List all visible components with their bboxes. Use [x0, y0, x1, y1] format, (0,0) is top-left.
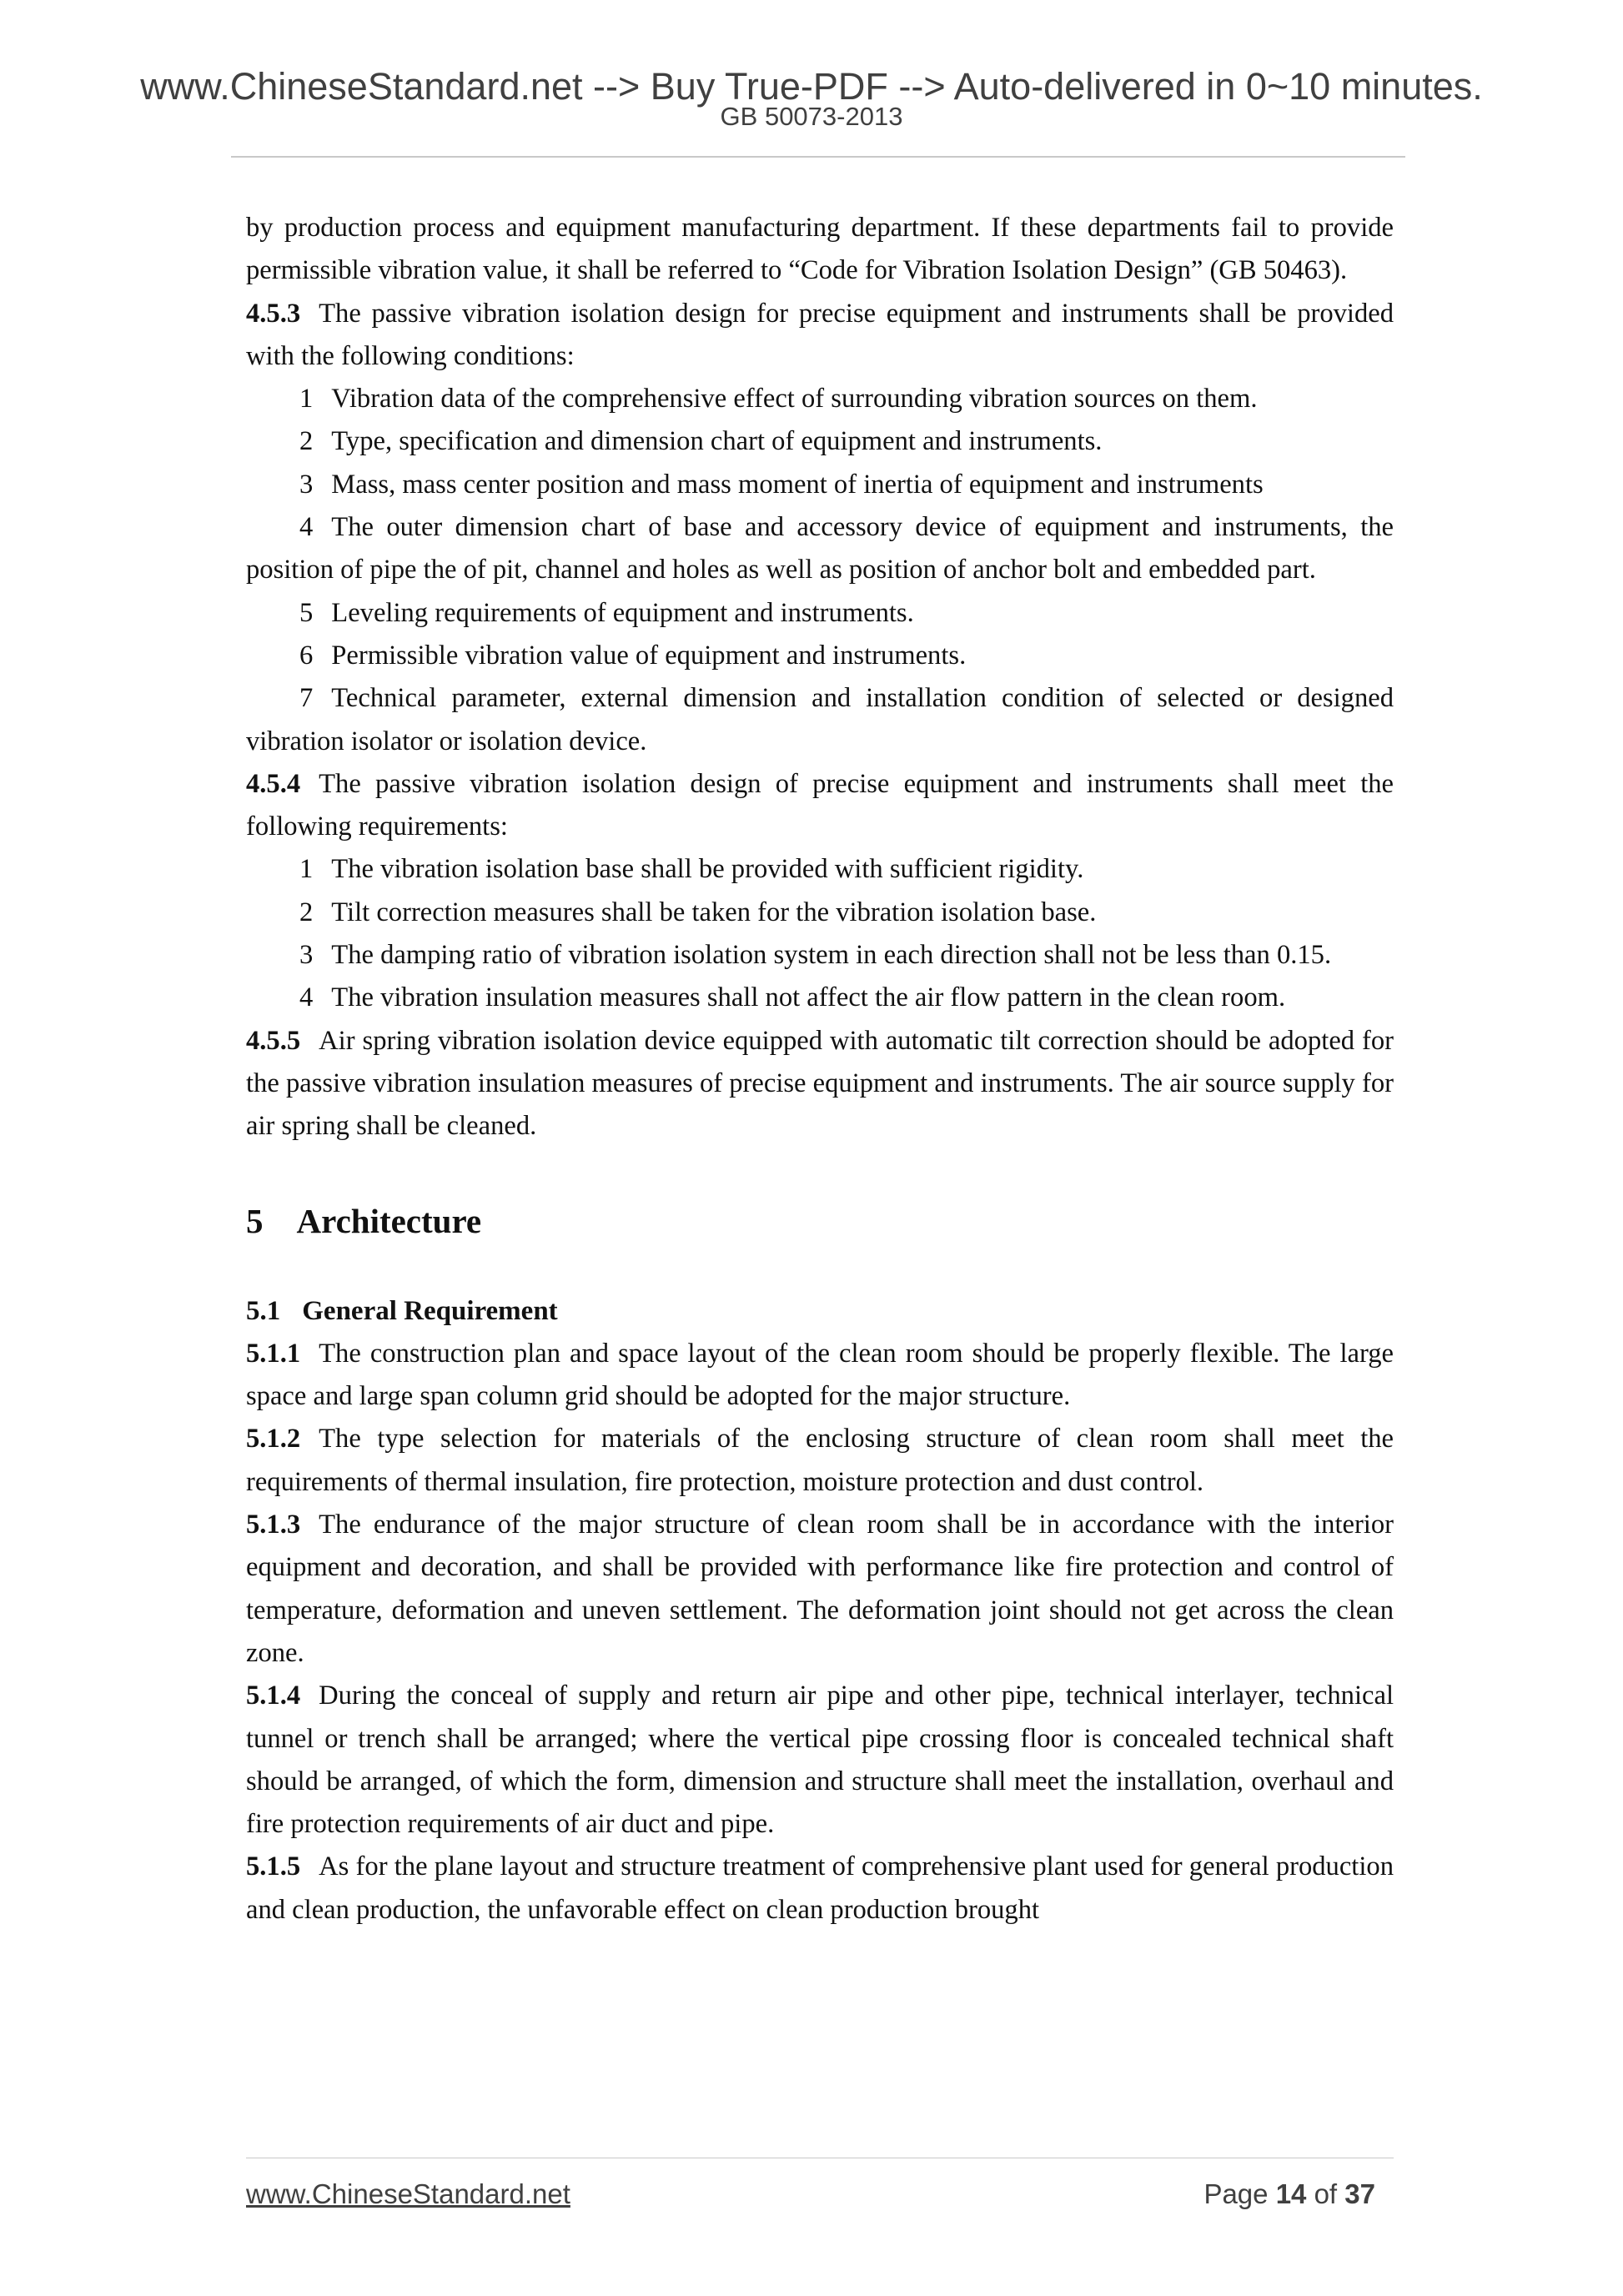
item-text: Tilt correction measures shall be taken for the vibration isolation base. [331, 897, 1097, 927]
item-text: The outer dimension chart of base and accessory device of equipment and instruments, the position of pipe the of pit, channel and holes as well as position of anchor bolt and embedded part. [246, 512, 1394, 585]
section-name: General Requirement [302, 1295, 558, 1326]
item-number: 5 [299, 597, 314, 628]
chapter-title [246, 1148, 1394, 1290]
item-number: 4 [299, 512, 314, 543]
item-number: 1 [299, 854, 314, 885]
clause-text: During the conceal of supply and return air pipe and other pipe, technical interlayer, technical tunnel or trench shall be arranged; where the vertical pipe crossing floor is concealed technical shaft should be arranged, of which the form, dimension and structure shall meet the installation, overhaul and fire protection requirements of air duct and pipe. [246, 1681, 1394, 1840]
chapter-name: Architecture [296, 1201, 482, 1240]
page-label: Page [1203, 2178, 1269, 2209]
clause-5-1-4 [246, 1675, 1394, 1846]
list-item [246, 677, 1394, 763]
item-number: 3 [299, 940, 314, 971]
clause-number: 5.1.4 [246, 1681, 301, 1711]
list-item [246, 464, 1394, 506]
clause-number: 5.1.5 [246, 1851, 301, 1882]
list-item [246, 934, 1394, 977]
clause-4-5-5 [246, 1020, 1394, 1148]
clause-4-5-3 [246, 293, 1394, 379]
list-item [246, 592, 1394, 635]
clause-5-1-3 [246, 1504, 1394, 1675]
list-item [246, 892, 1394, 934]
clause-number: 5.1.1 [246, 1338, 301, 1369]
item-number: 7 [299, 683, 314, 714]
clause-text: As for the plane layout and structure treatment of comprehensive plant used for general production and clean production, the unfavorable effect on clean production brought [246, 1851, 1394, 1925]
section-number: 5.1 [246, 1295, 281, 1326]
item-number: 2 [299, 897, 314, 927]
clause-text: The endurance of the major structure of clean room shall be in accordance with the interior equipment and decoration, and shall be provided with performance like fire protection and control of temperature, deformation and uneven settlement. The deformation joint should not get across the clean zone. [246, 1510, 1394, 1668]
item-text: Leveling requirements of equipment and instruments. [331, 597, 914, 628]
clause-number: 4.5.3 [246, 298, 301, 329]
clause-text: The construction plan and space layout of the clean room should be properly flexible. The large space and large span column grid should be adopted for the major structure. [246, 1338, 1394, 1412]
page-number [1203, 2178, 1375, 2211]
item-text: Mass, mass center position and mass moment of inertia of equipment and instruments [331, 469, 1264, 500]
item-number: 4 [299, 982, 314, 1013]
clause-4-5-4 [246, 763, 1394, 849]
page-body [246, 207, 1394, 1932]
clause-number: 5.1.2 [246, 1424, 301, 1454]
header-banner[interactable]: www.ChineseStandard.net --> Buy True-PDF --> Auto-delivered in 0~10 minutes. [140, 65, 1483, 108]
item-text: Vibration data of the comprehensive effect of surrounding vibration sources on them. [331, 384, 1258, 414]
clause-text: Air spring vibration isolation device equipped with automatic tilt correction should be adopted for the passive vibration insulation measures of precise equipment and instruments. The air source supply for air spring shall be cleaned. [246, 1025, 1394, 1142]
clause-number: 5.1.3 [246, 1510, 301, 1540]
footer-site-link[interactable]: www.ChineseStandard.net [246, 2178, 570, 2209]
item-text: The damping ratio of vibration isolation system in each direction shall not be less than 0.15. [331, 940, 1332, 971]
list-item [246, 977, 1394, 1019]
clause-text: The passive vibration isolation design for precise equipment and instruments shall be provided with the following conditions: [246, 298, 1394, 371]
page-of-label: of [1314, 2178, 1338, 2209]
total-pages: 37 [1344, 2178, 1375, 2209]
section-title [246, 1290, 1394, 1333]
header-standard-code: GB 50073-2013 [720, 102, 903, 131]
item-number: 2 [299, 426, 314, 457]
item-text: Type, specification and dimension chart of equipment and instruments. [331, 426, 1103, 457]
item-text: Technical parameter, external dimension and installation condition of selected or designed vibration isolator or isolation device. [246, 683, 1394, 756]
chapter-number: 5 [246, 1201, 264, 1240]
clause-text: The type selection for materials of the enclosing structure of clean room shall meet the requirements of thermal insulation, fire protection, moisture protection and dust control. [246, 1424, 1394, 1497]
paragraph-continued: by production process and equipment manufacturing department. If these departments fail to provide permissible vibration value, it shall be referred to “Code for Vibration Isolation Design” (GB 50463). [246, 213, 1394, 286]
item-number: 1 [299, 384, 314, 414]
item-text: The vibration isolation base shall be provided with sufficient rigidity. [331, 854, 1084, 885]
list-item [246, 420, 1394, 463]
clause-number: 4.5.4 [246, 768, 301, 799]
list-item [246, 378, 1394, 420]
clause-number: 4.5.5 [246, 1025, 301, 1056]
item-text: The vibration insulation measures shall not affect the air flow pattern in the clean room. [331, 982, 1286, 1013]
item-number: 6 [299, 640, 314, 671]
list-item [246, 506, 1394, 592]
clause-text: The passive vibration isolation design of precise equipment and instruments shall meet the following requirements: [246, 768, 1394, 842]
list-item [246, 848, 1394, 891]
list-item [246, 635, 1394, 677]
current-page: 14 [1275, 2178, 1307, 2209]
clause-5-1-5 [246, 1846, 1394, 1932]
item-number: 3 [299, 469, 314, 500]
item-text: Permissible vibration value of equipment and instruments. [331, 640, 967, 671]
clause-5-1-1 [246, 1333, 1394, 1419]
clause-5-1-2 [246, 1418, 1394, 1504]
header-divider [231, 156, 1405, 158]
